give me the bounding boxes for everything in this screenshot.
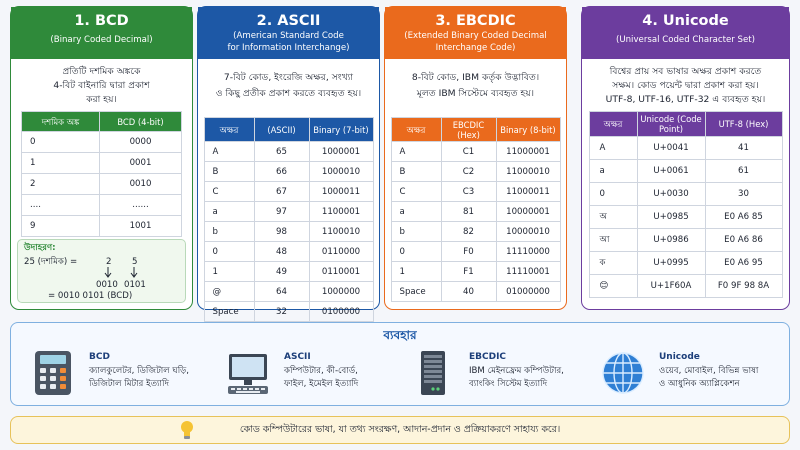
table-cell: 66 xyxy=(254,162,309,182)
table-cell: 64 xyxy=(254,282,309,302)
column-header: EBCDIC (Hex) xyxy=(441,118,496,142)
table-cell: U+0061 xyxy=(637,160,705,183)
ebcdic-header xyxy=(385,7,566,59)
example-label: উদাহরণ: xyxy=(24,243,56,253)
column-header: দশমিক অঙ্ক xyxy=(22,112,100,132)
ascii-rows xyxy=(204,142,373,322)
table-row xyxy=(589,137,782,160)
table-row xyxy=(204,182,373,202)
ebcdic-title: 3. EBCDIC xyxy=(435,13,516,29)
table-cell: 10000001 xyxy=(496,202,560,222)
table-cell: 1000001 xyxy=(309,142,373,162)
table-cell: 0010 xyxy=(100,174,182,195)
example-result: = 0010 0101 (BCD) xyxy=(48,291,133,301)
table-cell: b xyxy=(204,222,254,242)
usage-desc-line: ও আধুনিক অ্যাপ্লিকেশন xyxy=(659,379,740,389)
table-cell: C3 xyxy=(441,182,496,202)
usage-desc-line: ক্যালকুলেটর, ডিজিটাল ঘড়ি, xyxy=(89,366,190,376)
column-header: অক্ষর xyxy=(204,118,254,142)
table-row xyxy=(589,183,782,206)
ascii-subtitle: (American Standard Code xyxy=(233,31,344,41)
table-cell: 49 xyxy=(254,262,309,282)
bcd-rows xyxy=(22,132,182,237)
table-row xyxy=(22,153,182,174)
usage-panel xyxy=(10,322,790,406)
table-cell: U+0041 xyxy=(637,137,705,160)
calculator-icon xyxy=(31,350,75,396)
table-row xyxy=(589,229,782,252)
table-row xyxy=(22,174,182,195)
table-row xyxy=(391,242,560,262)
table-row xyxy=(204,242,373,262)
ebcdic-table xyxy=(391,117,561,302)
table-cell: C2 xyxy=(441,162,496,182)
usage-desc-line: ফাইল, ইমেইল ইত্যাদি xyxy=(284,379,359,389)
example-decimal: 25 (দশমিক) = xyxy=(24,257,78,267)
table-cell: E0 A6 85 xyxy=(705,206,782,229)
ascii-table xyxy=(204,117,374,322)
table-cell: অ xyxy=(589,206,637,229)
bcd-example-box xyxy=(17,239,186,303)
table-cell: 65 xyxy=(254,142,309,162)
table-cell: 01000000 xyxy=(496,282,560,302)
table-row xyxy=(589,206,782,229)
bcd-header xyxy=(11,7,192,59)
table-row xyxy=(391,142,560,162)
ebcdic-desc-line: মূলত IBM সিস্টেমে ব্যবহৃত হয়। xyxy=(416,88,535,99)
table-cell: b xyxy=(391,222,441,242)
table-row xyxy=(391,202,560,222)
unicode-card xyxy=(581,6,790,310)
table-cell: 2 xyxy=(22,174,100,195)
computer-icon xyxy=(226,350,270,396)
table-cell: a xyxy=(204,202,254,222)
table-cell: 32 xyxy=(254,302,309,322)
table-cell: F0 9F 98 8A xyxy=(705,275,782,298)
table-row xyxy=(204,262,373,282)
bcd-desc-line: প্রতিটি দশমিক অঙ্ককে xyxy=(62,66,141,77)
table-row xyxy=(391,282,560,302)
unicode-table xyxy=(589,111,783,298)
table-cell: 1000000 xyxy=(309,282,373,302)
table-row xyxy=(22,195,182,216)
table-cell: 11000011 xyxy=(496,182,560,202)
column-header: অক্ষর xyxy=(391,118,441,142)
table-cell: 11110000 xyxy=(496,242,560,262)
example-digit: 2 xyxy=(106,257,112,267)
usage-name: Unicode xyxy=(659,352,700,362)
table-cell: 48 xyxy=(254,242,309,262)
table-cell: .... xyxy=(22,195,100,216)
ebcdic-description xyxy=(385,59,566,117)
unicode-header xyxy=(582,7,789,59)
table-cell: a xyxy=(589,160,637,183)
table-cell: 61 xyxy=(705,160,782,183)
unicode-title: 4. Unicode xyxy=(642,13,729,29)
table-row xyxy=(589,160,782,183)
table-cell: C1 xyxy=(441,142,496,162)
table-cell: C xyxy=(391,182,441,202)
table-cell: 82 xyxy=(441,222,496,242)
unicode-rows xyxy=(589,137,782,298)
usage-name: BCD xyxy=(89,352,110,362)
usage-desc-line: কম্পিউটার, কী-বোর্ড, xyxy=(284,366,358,376)
table-row xyxy=(204,162,373,182)
ebcdic-rows xyxy=(391,142,560,302)
table-row xyxy=(22,132,182,153)
ascii-header xyxy=(198,7,379,59)
unicode-desc-line: বিশ্বের প্রায় সব ভাষার অক্ষর প্রকাশ করতে xyxy=(609,66,762,77)
column-header: BCD (4-bit) xyxy=(100,112,182,132)
bcd-card xyxy=(10,6,193,310)
usage-item-unicode xyxy=(601,348,786,400)
table-cell: 1 xyxy=(204,262,254,282)
table-row xyxy=(391,162,560,182)
server-icon xyxy=(411,350,455,396)
footer-text: কোড কম্পিউটারের ভাষা, যা তথ্য সংরক্ষণ, আদান-প্রদান ও প্রক্রিয়াকরণে সাহায্য করে। xyxy=(239,424,561,435)
unicode-subtitle: (Universal Coded Character Set) xyxy=(615,35,756,45)
usage-desc-line: ওয়েব, মোবাইল, বিভিন্ন ভাষা xyxy=(659,366,759,376)
table-header-row xyxy=(204,118,373,142)
table-cell: A xyxy=(204,142,254,162)
ascii-card xyxy=(197,6,380,317)
table-cell: 11000010 xyxy=(496,162,560,182)
table-row xyxy=(204,202,373,222)
table-cell: 0110000 xyxy=(309,242,373,262)
table-cell: A xyxy=(589,137,637,160)
column-header: (ASCII) xyxy=(254,118,309,142)
table-cell: 0000 xyxy=(100,132,182,153)
table-cell: 40 xyxy=(441,282,496,302)
table-cell: 0 xyxy=(204,242,254,262)
column-header: Binary (7-bit) xyxy=(309,118,373,142)
usage-name: EBCDIC xyxy=(469,352,507,362)
table-cell: 1 xyxy=(391,262,441,282)
column-header: Binary (8-bit) xyxy=(496,118,560,142)
table-cell: A xyxy=(391,142,441,162)
table-row xyxy=(22,216,182,237)
table-cell: ...... xyxy=(100,195,182,216)
ebcdic-desc-line: 8-বিট কোড, IBM কর্তৃক উদ্ভাবিত। xyxy=(411,72,540,83)
usage-desc-line: IBM মেইনফ্রেম কম্পিউটার, xyxy=(469,366,564,376)
table-cell: F1 xyxy=(441,262,496,282)
table-row xyxy=(204,282,373,302)
table-row xyxy=(589,252,782,275)
ascii-subtitle: for Information Interchange) xyxy=(227,43,350,53)
table-cell: @ xyxy=(204,282,254,302)
column-header: অক্ষর xyxy=(589,112,637,137)
ascii-desc-line: 7-বিট কোড, ইংরেজি অক্ষর, সংখ্যা xyxy=(223,72,354,83)
table-cell: 0 xyxy=(589,183,637,206)
usage-item-ascii xyxy=(226,348,396,400)
table-cell: আ xyxy=(589,229,637,252)
table-cell: 1 xyxy=(22,153,100,174)
table-cell: 1000010 xyxy=(309,162,373,182)
usage-desc xyxy=(469,365,564,391)
ascii-description xyxy=(198,59,379,117)
unicode-description xyxy=(582,59,789,117)
table-cell: 1100010 xyxy=(309,222,373,242)
bcd-desc-line: করা হয়। xyxy=(86,94,117,105)
table-cell: 0100000 xyxy=(309,302,373,322)
ascii-desc-line: ও কিছু প্রতীক প্রকাশ করতে ব্যবহৃত হয়। xyxy=(215,88,362,99)
table-header-row xyxy=(589,112,782,137)
table-cell: 0001 xyxy=(100,153,182,174)
example-binary: 0101 xyxy=(124,280,146,290)
ebcdic-card xyxy=(384,6,567,310)
table-row xyxy=(391,262,560,282)
bcd-title: 1. BCD xyxy=(74,13,129,29)
usage-title: ব্যবহার xyxy=(383,328,417,342)
table-cell: E0 A6 86 xyxy=(705,229,782,252)
table-row xyxy=(204,222,373,242)
table-cell: 😊 xyxy=(589,275,637,298)
table-row xyxy=(204,142,373,162)
footer-note xyxy=(10,416,790,444)
table-cell: 9 xyxy=(22,216,100,237)
table-cell: U+0030 xyxy=(637,183,705,206)
bcd-description xyxy=(11,59,192,109)
usage-desc-line: ডিজিটাল মিটার ইত্যাদি xyxy=(89,379,169,389)
usage-desc-line: ব্যাংকিং সিস্টেম ইত্যাদি xyxy=(469,379,548,389)
table-cell: 30 xyxy=(705,183,782,206)
usage-name: ASCII xyxy=(284,352,311,362)
ascii-title: 2. ASCII xyxy=(256,13,321,29)
usage-desc xyxy=(659,365,758,391)
column-header: UTF-8 (Hex) xyxy=(705,112,782,137)
table-cell: 0110001 xyxy=(309,262,373,282)
lightbulb-icon xyxy=(179,420,195,440)
table-cell: 11000001 xyxy=(496,142,560,162)
bcd-table xyxy=(21,111,182,237)
arrow-down-icon xyxy=(98,267,148,279)
ebcdic-subtitle: Interchange Code) xyxy=(435,43,516,53)
table-cell: 98 xyxy=(254,222,309,242)
table-cell: B xyxy=(391,162,441,182)
table-row xyxy=(391,222,560,242)
globe-icon xyxy=(601,350,645,396)
table-cell: 67 xyxy=(254,182,309,202)
unicode-desc-line: UTF-8, UTF-16, UTF-32 এ ব্যবহৃত হয়। xyxy=(605,94,766,105)
usage-desc xyxy=(284,365,358,391)
table-cell: F0 xyxy=(441,242,496,262)
table-cell: 1100001 xyxy=(309,202,373,222)
example-binary: 0010 xyxy=(96,280,118,290)
ebcdic-subtitle: (Extended Binary Coded Decimal xyxy=(404,31,547,41)
table-header-row xyxy=(22,112,182,132)
table-cell: U+0986 xyxy=(637,229,705,252)
table-cell: Space xyxy=(204,302,254,322)
table-cell: 0 xyxy=(22,132,100,153)
table-cell: 11110001 xyxy=(496,262,560,282)
table-cell: ক xyxy=(589,252,637,275)
usage-item-ebcdic xyxy=(411,348,591,400)
table-cell: a xyxy=(391,202,441,222)
table-cell: U+1F60A xyxy=(637,275,705,298)
table-cell: U+0995 xyxy=(637,252,705,275)
table-cell: Space xyxy=(391,282,441,302)
table-cell: B xyxy=(204,162,254,182)
bcd-subtitle: (Binary Coded Decimal) xyxy=(50,35,153,45)
table-cell: 41 xyxy=(705,137,782,160)
usage-desc xyxy=(89,365,189,391)
table-row xyxy=(391,182,560,202)
table-cell: U+0985 xyxy=(637,206,705,229)
unicode-desc-line: সক্ষম। কোড পয়েন্ট দ্বারা প্রকাশ করা হয়। xyxy=(612,80,759,91)
table-cell: 81 xyxy=(441,202,496,222)
bcd-desc-line: 4-বিট বাইনারি দ্বারা প্রকাশ xyxy=(53,80,150,91)
table-cell: 10000010 xyxy=(496,222,560,242)
table-cell: C xyxy=(204,182,254,202)
table-cell: 1000011 xyxy=(309,182,373,202)
table-row xyxy=(204,302,373,322)
usage-item-bcd xyxy=(31,348,211,400)
table-header-row xyxy=(391,118,560,142)
table-cell: 97 xyxy=(254,202,309,222)
column-header: Unicode (Code Point) xyxy=(637,112,705,137)
table-cell: E0 A6 95 xyxy=(705,252,782,275)
table-cell: 0 xyxy=(391,242,441,262)
table-row xyxy=(589,275,782,298)
table-cell: 1001 xyxy=(100,216,182,237)
example-digit: 5 xyxy=(132,257,138,267)
